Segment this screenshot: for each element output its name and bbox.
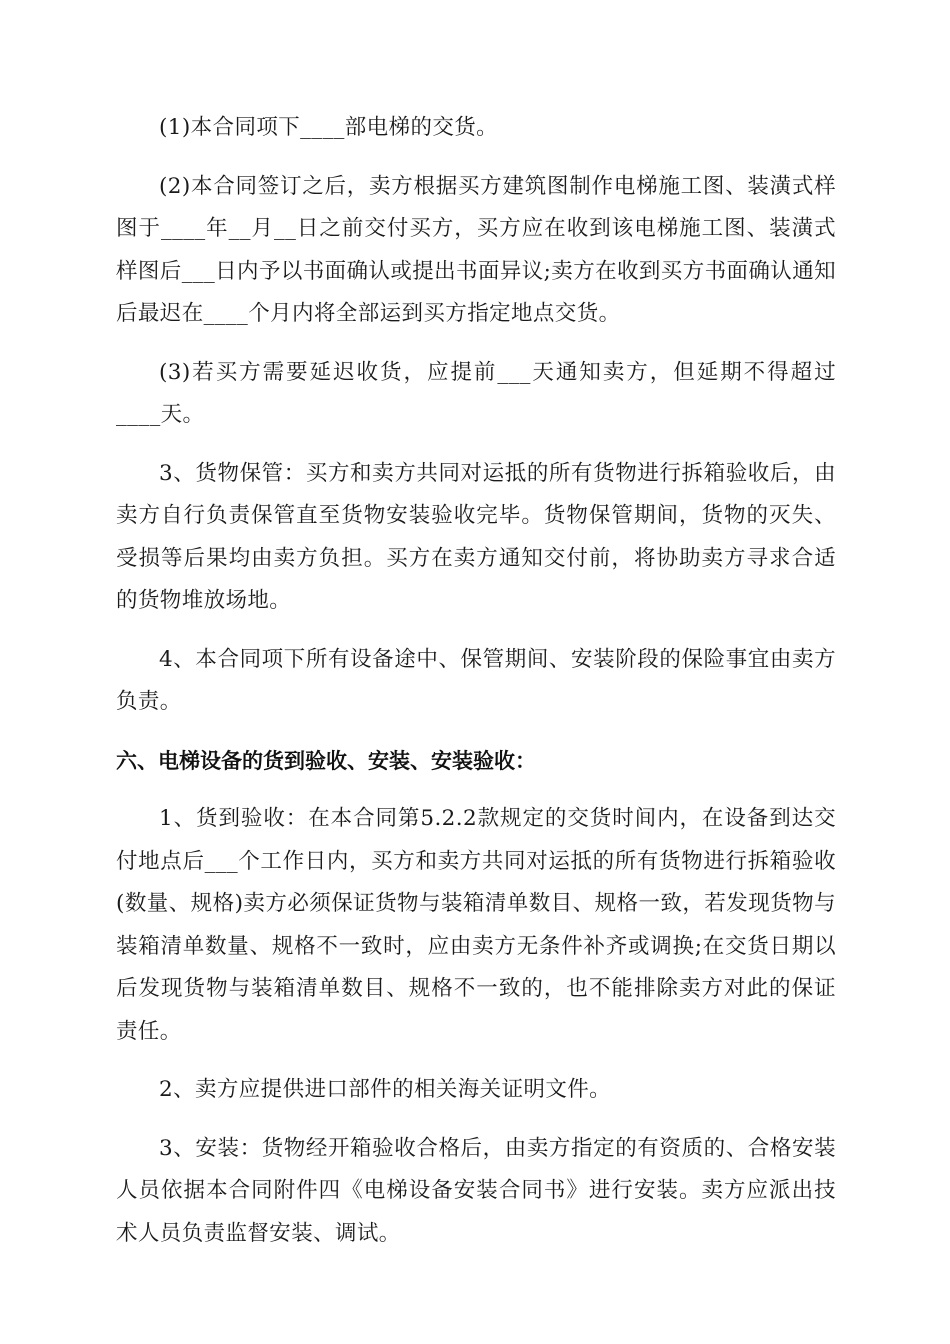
paragraph-customs-documents: 2、卖方应提供进口部件的相关海关证明文件。 xyxy=(159,1077,612,1102)
paragraph-delay-receipt: (3)若买方需要延迟收货，应提前___天通知卖方，但延期不得超过____天。 xyxy=(116,359,836,427)
paragraph-drawings-delivery: (2)本合同签订之后，卖方根据买方建筑图制作电梯施工图、装潢式样图于____年__月__日之前交付买方，买方应在收到该电梯施工图、装潢式样图后___日内予以书面确认或提出书面异议;卖方在收到买方书面确认通知后最迟在____个月内将全部运到买方指定地点交货。 xyxy=(116,173,836,326)
document-body xyxy=(116,107,836,1271)
section-heading: 六、电梯设备的货到验收、安装、安装验收： xyxy=(116,748,536,773)
paragraph-installation: 3、安装：货物经开箱验收合格后，由卖方指定的有资质的、合格安装人员依据本合同附件四《电梯设备安装合同书》进行安装。卖方应派出技术人员负责监督安装、调试。 xyxy=(116,1135,836,1246)
paragraph-delivery-quantity: (1)本合同项下____部电梯的交货。 xyxy=(159,115,499,140)
paragraph-insurance: 4、本合同项下所有设备途中、保管期间、安装阶段的保险事宜由卖方负责。 xyxy=(116,646,836,714)
paragraph-goods-storage: 3、货物保管：买方和卖方共同对运抵的所有货物进行拆箱验收后，由卖方自行负责保管直至货物安装验收完毕。货物保管期间，货物的灭失、受损等后果均由卖方负担。买方在卖方通知交付前，将协助卖方寻求合适的货物堆放场地。 xyxy=(116,460,836,613)
paragraph-arrival-inspection: 1、货到验收：在本合同第5.2.2款规定的交货时间内，在设备到达交付地点后___个工作日内，买方和卖方共同对运抵的所有货物进行拆箱验收(数量、规格)卖方必须保证货物与装箱清单数目、规格一致，若发现货物与装箱清单数量、规格不一致时，应由卖方无条件补齐或调换;在交货日期以后发现货物与装箱清单数目、规格不一致的，也不能排除卖方对此的保证责任。 xyxy=(116,806,836,1044)
